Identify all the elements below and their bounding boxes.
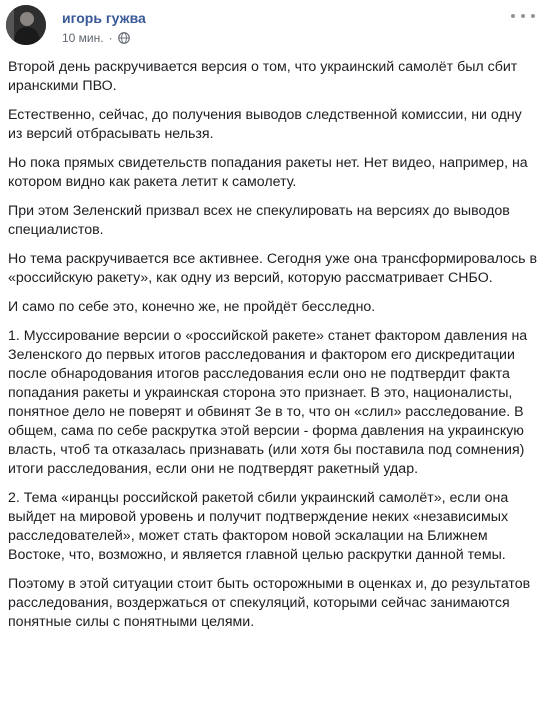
post-paragraph: Второй день раскручивается версия о том, что украинский самолёт был сбит иранскими ПВО. [8,59,518,94]
globe-icon[interactable] [118,32,130,44]
post-paragraph: Естественно, сейчас, до получения выводов следственной комиссии, ни одну из версий отбрасывать нельзя. [8,107,522,142]
avatar-image [6,5,46,45]
post-body [8,58,540,642]
author-name[interactable]: игорь гужва [62,10,146,26]
post-header [6,4,543,56]
post-paragraph: 1. Муссирование версии о «российской ракете» станет фактором давления на Зеленского до первых итогов расследования и фактором его дискредитации после обнародования итогов расследования если оно не подтвердит факта попадания ракеты и украинская сторона это признает. В это, националисты, понятное дело не поверят и обвинят Зе в то, что он «слил» расследование. В общем, сама по себе раскрутка этой версии - форма давления на украинскую власть, чтоб та отказалась признавать (или хотя бы поставила под сомнения) итоги расследования, если они не подтвердят ракетный удар. [8,328,528,477]
post-paragraph: И само по себе это, конечно же, не пройдёт бесследно. [8,299,376,315]
post-paragraph: При этом Зеленский призвал всех не спекулировать на версиях до выводов специалистов. [8,203,510,238]
post-timestamp[interactable]: 10 мин. [62,31,104,45]
post-paragraph: Но тема раскручивается все активнее. Сегодня уже она трансформировалось в «российскую ракету», как одну из версий, которую рассматривает СНБО. [8,251,538,286]
more-dot [511,14,515,18]
separator-dot: · [108,31,113,45]
more-options-icon[interactable] [511,8,535,24]
more-dot [531,14,535,18]
post-meta [62,31,130,45]
post-paragraph: Но пока прямых свидетельств попадания ракеты нет. Нет видео, например, на котором видно как ракета летит к самолету. [8,155,528,190]
post-paragraph: 2. Тема «иранцы российской ракетой сбили украинский самолёт», если она выйдет на мировой уровень и получит подтверждение неких «независимых расследователей», может стать фактором новой эскалации на Ближнем Востоке, что, возможно, и является главной целью раскрутки данной темы. [8,490,509,563]
avatar[interactable] [6,5,46,45]
more-dot [521,14,525,18]
post-paragraph: Поэтому в этой ситуации стоит быть осторожными в оценках и, до результатов расследования, воздержаться от спекуляций, которыми сейчас занимаются понятные силы с понятными целями. [8,576,531,630]
